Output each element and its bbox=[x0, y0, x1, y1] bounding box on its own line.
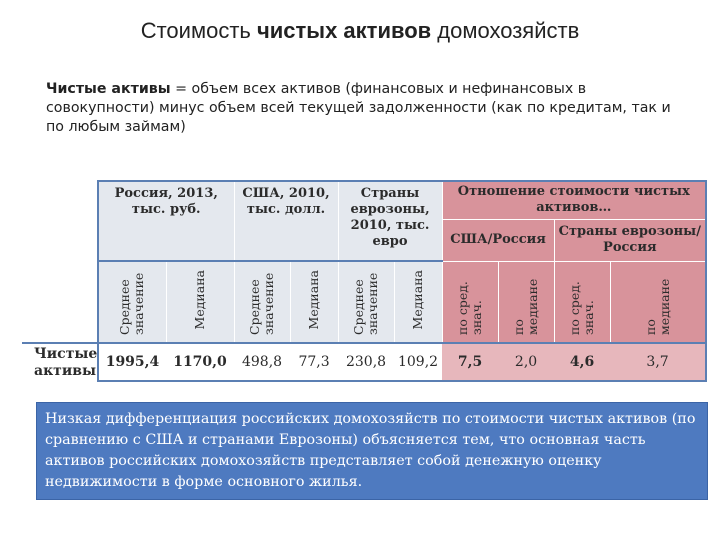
sub-ru-mean-label: Среднее значение bbox=[117, 272, 147, 335]
sub-eu-mean bbox=[338, 261, 394, 343]
sub-eu-median bbox=[394, 261, 442, 343]
sub-euru-median-label: по медиане bbox=[642, 278, 672, 335]
header-russia: Россия, 2013, тыс. руб. bbox=[98, 181, 234, 261]
sub-usru-mean bbox=[442, 261, 498, 343]
title-part-1: Стоимость bbox=[140, 18, 257, 43]
value-eu-median: 109,2 bbox=[394, 343, 442, 381]
value-euru-median: 3,7 bbox=[610, 343, 706, 381]
row-label-net-assets: Чистые активы bbox=[22, 343, 98, 381]
sub-us-mean bbox=[234, 261, 290, 343]
value-euru-mean bbox=[554, 343, 610, 381]
sub-ru-median bbox=[166, 261, 234, 343]
sub-ru-mean bbox=[98, 261, 166, 343]
sub-us-median bbox=[290, 261, 338, 343]
header-ratio-usa-russia: США/Россия bbox=[442, 219, 554, 261]
value-ru-median-text: 1170,0 bbox=[173, 354, 227, 370]
sub-usru-median-label: по медиане bbox=[511, 278, 541, 335]
value-us-mean: 498,8 bbox=[234, 343, 290, 381]
value-ru-median bbox=[166, 343, 234, 381]
value-ru-mean-text: 1995,4 bbox=[105, 354, 160, 370]
value-eu-mean: 230,8 bbox=[338, 343, 394, 381]
sub-eu-mean-label: Среднее значение bbox=[351, 272, 381, 335]
sub-euru-median bbox=[610, 261, 706, 343]
header-eurozone: Страны еврозоны, 2010, тыс. евро bbox=[338, 181, 442, 261]
header-usa: США, 2010, тыс. долл. bbox=[234, 181, 338, 261]
definition-text bbox=[46, 80, 686, 137]
sub-euru-mean-label: по сред. знач. bbox=[567, 280, 597, 335]
header-ratio: Отношение стоимости чистых активов… bbox=[442, 181, 706, 219]
definition-term: Чистые активы bbox=[46, 81, 171, 97]
title-part-2: чистых активов bbox=[256, 18, 432, 43]
definition-body: = объем всех активов (финансовых и нефинансовых в совокупности) минус объем всей текущей задолженности (как по кредитам, так и по любым займам) bbox=[46, 81, 671, 135]
page-title bbox=[0, 18, 720, 44]
sub-usru-median bbox=[498, 261, 554, 343]
value-usru-median: 2,0 bbox=[498, 343, 554, 381]
value-euru-mean-text: 4,6 bbox=[569, 354, 595, 370]
net-assets-table bbox=[22, 180, 706, 380]
value-usru-mean-text: 7,5 bbox=[457, 354, 483, 370]
value-ru-mean bbox=[98, 343, 166, 381]
value-us-median: 77,3 bbox=[290, 343, 338, 381]
corner-cell bbox=[22, 181, 98, 261]
title-part-3: домохозяйств bbox=[431, 18, 580, 43]
sub-us-median-label: Медиана bbox=[306, 270, 322, 330]
header-ratio-euro-russia: Страны еврозоны/Россия bbox=[554, 219, 706, 261]
summary-box: Низкая дифференциация российских домохозяйств по стоимости чистых активов (по сравнению с США и странами Еврозоны) объясняется тем, что основная часть активов российских домохозяйств представляет собой денежную оценку недвижимости в форме основного жилья. bbox=[36, 402, 708, 500]
corner-cell-2 bbox=[22, 261, 98, 343]
sub-euru-mean bbox=[554, 261, 610, 343]
value-usru-mean bbox=[442, 343, 498, 381]
sub-usru-mean-label: по сред. знач. bbox=[455, 280, 485, 335]
sub-us-mean-label: Среднее значение bbox=[247, 272, 277, 335]
sub-ru-median-label: Медиана bbox=[192, 270, 207, 330]
sub-eu-median-label: Медиана bbox=[410, 270, 426, 330]
